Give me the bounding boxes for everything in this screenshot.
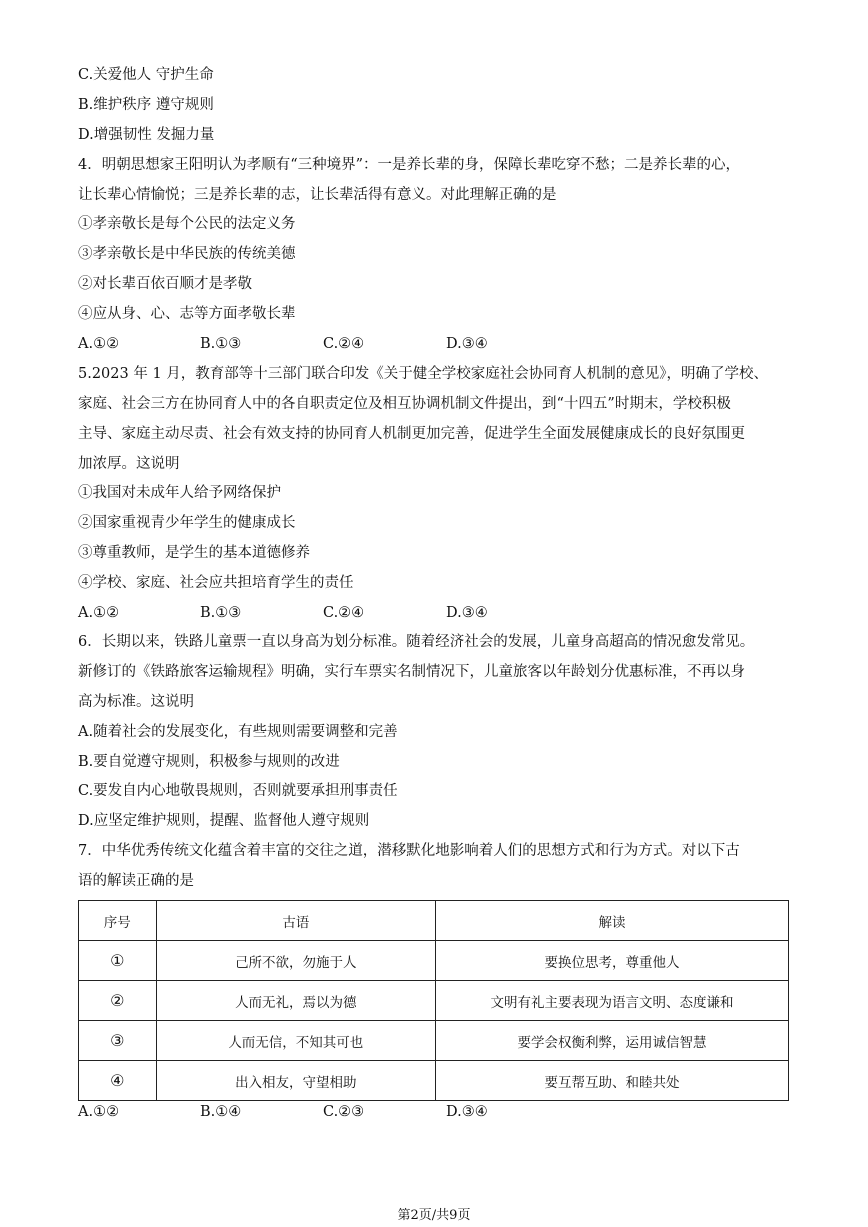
q5-item-2: ②国家重视青少年学生的健康成长: [78, 515, 296, 531]
q6-stem-line3: 高为标准。这说明: [78, 694, 194, 710]
q4-item-3: ③孝亲敬长是中华民族的传统美德: [78, 246, 296, 262]
row-saying: 人而无礼，焉以为德: [156, 981, 435, 1021]
q6-stem-line1: 6．长期以来，铁路儿童票一直以身高为划分标准。随着经济社会的发展，儿童身高超高的情况愈发常见。: [78, 634, 755, 650]
q6-choice-c[interactable]: C.要发自内心地敬畏规则，否则就要承担刑事责任: [78, 783, 398, 799]
table-row: [79, 1061, 789, 1101]
table-header-meaning: 解读: [436, 901, 789, 941]
row-meaning: 要互帮互助、和睦共处: [436, 1061, 789, 1101]
q4-option-b[interactable]: B.①③: [200, 336, 242, 352]
q4-item-2: ②对长辈百依百顺才是孝敬: [78, 276, 252, 292]
row-number: ③: [79, 1021, 157, 1061]
row-number: ④: [79, 1061, 157, 1101]
q4-option-d[interactable]: D.③④: [446, 336, 488, 352]
q7-option-d[interactable]: D.③④: [446, 1104, 488, 1120]
prev-option-b: B.维护秩序 遵守规则: [78, 97, 214, 113]
q5-stem-line1: 5.2023 年 1 月，教育部等十三部门联合印发《关于健全学校家庭社会协同育人机制的意见》，明确了学校、: [78, 366, 769, 382]
q5-option-c[interactable]: C.②④: [323, 605, 365, 621]
q6-choice-a[interactable]: A.随着社会的发展变化，有些规则需要调整和完善: [78, 724, 398, 740]
table-row: [79, 1021, 789, 1061]
q7-option-c[interactable]: C.②③: [323, 1104, 365, 1120]
table-header-no: 序号: [79, 901, 157, 941]
q6-stem-line2: 新修订的《铁路旅客运输规程》明确，实行车票实名制情况下，儿童旅客以年龄划分优惠标准，不再以身: [78, 664, 745, 680]
table-header-row: [79, 901, 789, 941]
row-meaning: 要学会权衡利弊，运用诚信智慧: [436, 1021, 789, 1061]
q7-table: [78, 900, 789, 1101]
q4-stem-line2: 让长辈心情愉悦；三是养长辈的志，让长辈活得有意义。对此理解正确的是: [78, 187, 557, 203]
page-footer: 第2页/共9页: [397, 1208, 471, 1223]
q5-option-d[interactable]: D.③④: [446, 605, 488, 621]
q5-option-a[interactable]: A.①②: [78, 605, 120, 621]
row-saying: 出入相友，守望相助: [156, 1061, 435, 1101]
q5-item-4: ④学校、家庭、社会应共担培育学生的责任: [78, 575, 354, 591]
row-meaning: 要换位思考，尊重他人: [436, 941, 789, 981]
q4-stem-line1: 4．明朝思想家王阳明认为孝顺有“三种境界”：一是养长辈的身，保障长辈吃穿不愁；二是养长辈的心，: [78, 157, 741, 173]
q4-option-c[interactable]: C.②④: [323, 336, 365, 352]
q5-stem-line4: 加浓厚。这说明: [78, 456, 180, 472]
q7-stem-line2: 语的解读正确的是: [78, 873, 194, 889]
q4-item-4: ④应从身、心、志等方面孝敬长辈: [78, 306, 296, 322]
table-row: [79, 981, 789, 1021]
q5-item-1: ①我国对未成年人给予网络保护: [78, 485, 281, 501]
table-row: [79, 941, 789, 981]
row-number: ②: [79, 981, 157, 1021]
table-header-saying: 古语: [156, 901, 435, 941]
q5-stem-line3: 主导、家庭主动尽责、社会有效支持的协同育人机制更加完善，促进学生全面发展健康成长的良好氛围更: [78, 426, 745, 442]
q5-item-3: ③尊重教师，是学生的基本道德修养: [78, 545, 310, 561]
row-saying: 人而无信，不知其可也: [156, 1021, 435, 1061]
q6-choice-b[interactable]: B.要自觉遵守规则，积极参与规则的改进: [78, 754, 340, 770]
row-meaning: 文明有礼主要表现为语言文明、态度谦和: [436, 981, 789, 1021]
row-saying: 己所不欲，勿施于人: [156, 941, 435, 981]
q7-option-a[interactable]: A.①②: [78, 1104, 120, 1120]
q4-item-1: ①孝亲敬长是每个公民的法定义务: [78, 216, 296, 232]
prev-option-c: C.关爱他人 守护生命: [78, 67, 214, 83]
q5-stem-line2: 家庭、社会三方在协同育人中的各自职责定位及相互协调机制文件提出，到“十四五”时期末，学校积极: [78, 396, 731, 412]
q7-stem-line1: 7．中华优秀传统文化蕴含着丰富的交往之道，潜移默化地影响着人们的思想方式和行为方式。对以下古: [78, 843, 740, 859]
q7-option-b[interactable]: B.①④: [200, 1104, 242, 1120]
q5-option-b[interactable]: B.①③: [200, 605, 242, 621]
q6-choice-d[interactable]: D.应坚定维护规则，提醒、监督他人遵守规则: [78, 813, 370, 829]
prev-option-d: D.增强韧性 发掘力量: [78, 127, 215, 143]
row-number: ①: [79, 941, 157, 981]
q4-option-a[interactable]: A.①②: [78, 336, 120, 352]
